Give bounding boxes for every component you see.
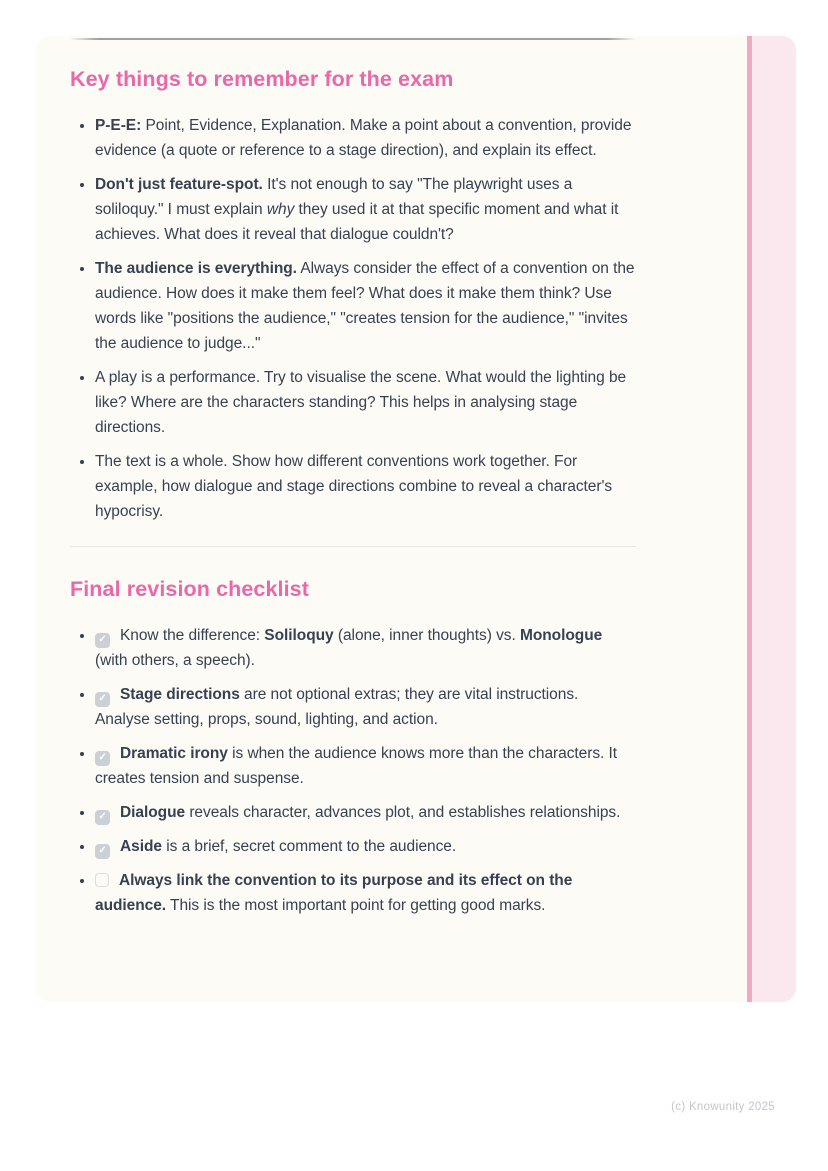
section-key-things [70,66,636,524]
pink-margin-panel [752,36,796,1002]
section-divider [70,546,636,547]
bullet-item [95,449,636,524]
bullet-item [95,172,636,247]
copyright-text: (c) Knowunity 2025 [671,1101,775,1113]
text-run: is a brief, secret comment to the audience. [161,838,457,855]
text-run: Know the difference: [120,627,265,644]
text-run: Always consider the effect of a convention on the audience. How does it make them feel? What does it make them think? Use words like "positions the audience," "creates tension for the audience," "invites the audience to judge..." [95,260,635,352]
checkbox-checked-icon[interactable]: ✓ [95,633,110,648]
bullet-item [95,113,636,163]
bold-text: Aside [120,838,162,855]
checklist-item [95,682,636,732]
italic-text: why [266,201,295,218]
checkbox-checked-icon[interactable]: ✓ [95,751,110,766]
bullet-item [95,365,636,440]
text-run: are not optional extras; they are vital instructions. Analyse setting, props, sound, lighting, and action. [95,686,579,728]
bold-text: Dramatic irony [120,745,228,762]
document-page-card [36,36,796,1002]
bold-text: Stage directions [120,686,240,703]
bold-text: Dialogue [120,804,186,821]
top-section-divider [70,38,636,40]
checkbox-unchecked-icon[interactable] [95,873,109,887]
section-checklist [70,576,636,918]
text-run: is when the audience knows more than the characters. It creates tension and suspense. [95,745,618,787]
page-content [70,36,636,927]
text-run: It's not enough to say "The playwright uses a soliloquy." I must explain [95,176,573,218]
key-things-bullet-list [70,113,636,524]
revision-checklist [70,623,636,918]
bold-text: Soliloquy [264,627,334,644]
checklist-item [95,834,636,859]
text-run: Point, Evidence, Explanation. Make a point about a convention, provide evidence (a quote or reference to a stage direction), and explain its effect. [95,117,632,159]
bold-text: Don't just feature-spot. [95,176,263,193]
text-run: This is the most important point for getting good marks. [166,897,546,914]
bold-text: Monologue [519,627,603,644]
bold-text: The audience is everything. [95,260,297,277]
text-run: A play is a performance. Try to visualise the scene. What would the lighting be like? Where are the characters standing? This helps in analysing stage directions. [95,369,627,436]
text-run: The text is a whole. Show how different conventions work together. For example, how dialogue and stage directions combine to reveal a character's hypocrisy. [95,453,613,520]
checklist-item [95,741,636,791]
text-run: they used it at that specific moment and what it achieves. What does it reveal that dialogue couldn't? [95,201,619,243]
text-run: (with others, a speech). [95,652,255,669]
checkbox-checked-icon[interactable]: ✓ [95,810,110,825]
bold-text: Always link the convention to its purpose and its effect on the audience. [95,872,573,914]
checkbox-checked-icon[interactable]: ✓ [95,844,110,859]
bullet-item [95,256,636,356]
text-run: reveals character, advances plot, and establishes relationships. [185,804,621,821]
section-title-key-things: Key things to remember for the exam [70,67,454,91]
checklist-item [95,868,636,918]
text-run: (alone, inner thoughts) vs. [333,627,520,644]
checklist-item [95,800,636,825]
checklist-item [95,623,636,673]
section-title-checklist: Final revision checklist [70,577,309,601]
bold-text: P-E-E: [95,117,142,134]
checkbox-checked-icon[interactable]: ✓ [95,692,110,707]
